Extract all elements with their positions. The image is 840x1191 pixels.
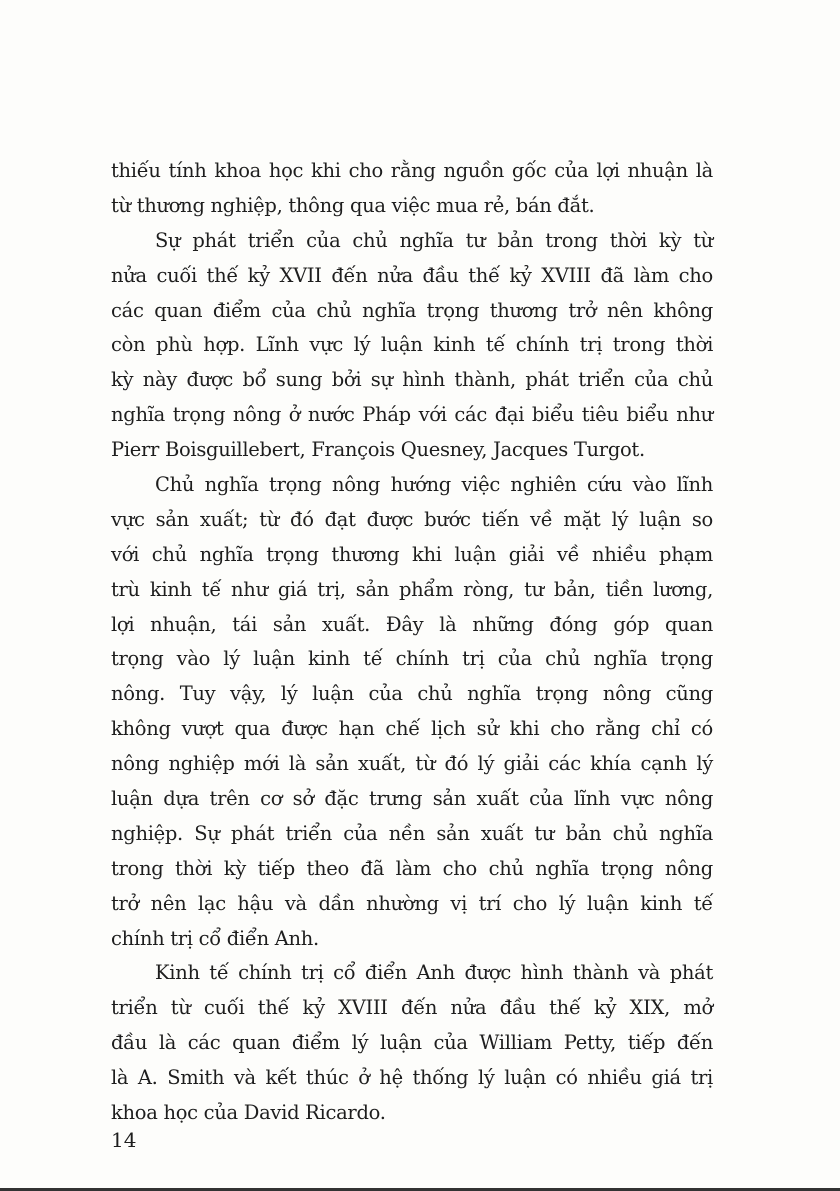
text-line: trù kinh tế như giá trị, sản phẩm ròng, tư bản, tiền lương, [111,577,713,601]
paragraph [111,468,713,956]
text-line: Chủ nghĩa trọng nông hướng việc nghiên cứu vào lĩnh [155,473,713,497]
text-line: các quan điểm của chủ nghĩa trọng thương trở nên không [111,298,713,322]
text-line: còn phù hợp. Lĩnh vực lý luận kinh tế chính trị trong thời [111,333,713,357]
paragraph [111,154,713,224]
text-line: nghĩa trọng nông ở nước Pháp với các đại biểu tiêu biểu như [111,403,713,427]
text-line: kỳ này được bổ sung bởi sự hình thành, phát triển của chủ [111,368,713,392]
text-line: trở nên lạc hậu và dần nhường vị trí cho lý luận kinh tế [111,891,713,915]
text-line: đầu là các quan điểm lý luận của William Petty, tiếp đến [111,1031,713,1055]
text-line: từ thương nghiệp, thông qua việc mua rẻ, bán đắt. [111,193,595,217]
text-line: lợi nhuận, tái sản xuất. Đây là những đóng góp quan [111,612,713,636]
text-line: khoa học của David Ricardo. [111,1101,386,1125]
text-line: nông. Tuy vậy, lý luận của chủ nghĩa trọng nông cũng [111,682,713,706]
paragraph [111,224,713,468]
text-line: luận dựa trên cơ sở đặc trưng sản xuất của lĩnh vực nông [111,787,713,811]
text-line: không vượt qua được hạn chế lịch sử khi cho rằng chỉ có [111,717,713,741]
page-body [111,154,713,1131]
text-line: là A. Smith và kết thúc ở hệ thống lý luận có nhiều giá trị [111,1066,713,1090]
text-line: nghiệp. Sự phát triển của nền sản xuất tư bản chủ nghĩa [111,821,713,845]
text-line: Kinh tế chính trị cổ điển Anh được hình thành và phát [155,961,713,985]
paragraph [111,956,713,1130]
text-line: trong thời kỳ tiếp theo đã làm cho chủ nghĩa trọng nông [111,856,713,880]
text-line: chính trị cổ điển Anh. [111,926,319,950]
text-line: vực sản xuất; từ đó đạt được bước tiến về mặt lý luận so [111,507,713,531]
text-line: nông nghiệp mới là sản xuất, từ đó lý giải các khía cạnh lý [111,752,713,776]
text-line: triển từ cuối thế kỷ XVIII đến nửa đầu thế kỷ XIX, mở [111,996,713,1020]
text-line: trọng vào lý luận kinh tế chính trị của chủ nghĩa trọng [111,647,713,671]
text-line: nửa cuối thế kỷ XVII đến nửa đầu thế kỷ XVIII đã làm cho [111,263,713,287]
text-line: Sự phát triển của chủ nghĩa tư bản trong thời kỳ từ [155,228,713,252]
text-line: với chủ nghĩa trọng thương khi luận giải về nhiều phạm [111,542,713,566]
page-number: 14 [111,1128,137,1152]
text-line: Pierr Boisguillebert, François Quesney, Jacques Turgot. [111,438,645,462]
text-line: thiếu tính khoa học khi cho rằng nguồn gốc của lợi nhuận là [111,159,713,182]
